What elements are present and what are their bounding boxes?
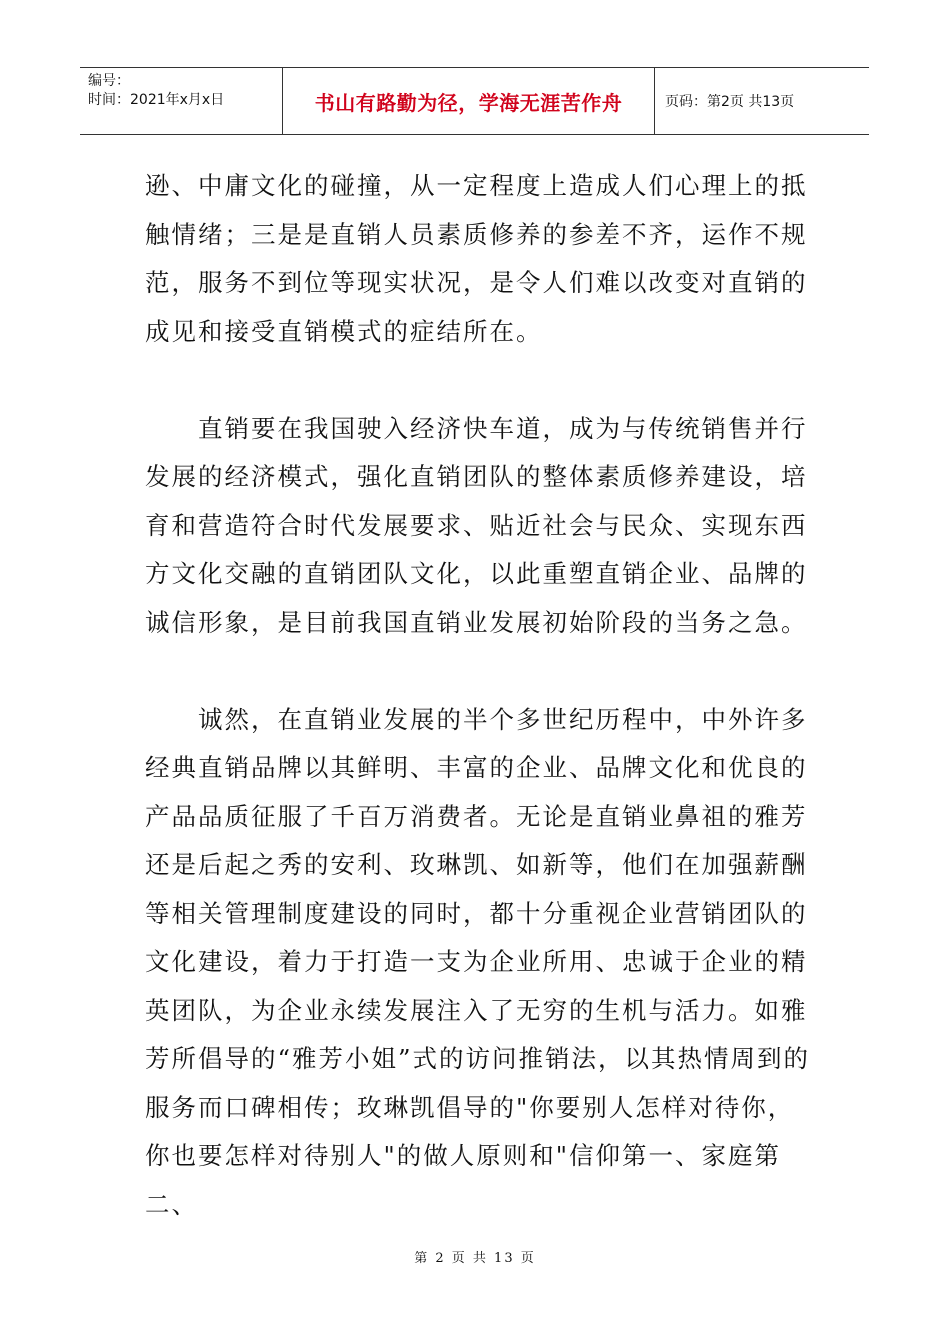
- document-body: [145, 162, 817, 1229]
- page-footer: 第 2 页 共 13 页: [414, 1251, 536, 1266]
- header-page-info: 页码：第2页 共13页: [665, 94, 795, 110]
- paragraph-direct-selling-development: 直销要在我国驶入经济快车道，成为与传统销售并行发展的经济模式，强化直销团队的整体素质修养建设，培育和营造符合时代发展要求、贴近社会与民众、实现东西方文化交融的直销团队文化，以此重塑直销企业、品牌的诚信形象，是目前我国直销业发展初始阶段的当务之急。: [145, 413, 808, 637]
- header-motto: 书山有路勤为径，学海无涯苦作舟: [283, 68, 655, 134]
- document-time-label: 时间：2021年x月x日: [88, 92, 225, 108]
- paragraph-continuation: 逊、中庸文化的碰撞，从一定程度上造成人们心理上的抵触情绪；三是是直销人员素质修养的参差不齐，运作不规范，服务不到位等现实状况，是令人们难以改变对直销的成见和接受直销模式的症结所在。: [145, 171, 808, 346]
- paragraph-brand-culture: 诚然，在直销业发展的半个多世纪历程中，中外许多经典直销品牌以其鲜明、丰富的企业、品牌文化和优良的产品品质征服了千百万消费者。无论是直销业鼻祖的雅芳还是后起之秀的安利、玫琳凯、如新等，他们在加强薪酬等相关管理制度建设的同时，都十分重视企业营销团队的文化建设，着力于打造一支为企业所用、忠诚于企业的精英团队，为企业永续发展注入了无穷的生机与活力。如雅芳所倡导的“雅芳小姐”式的访问推销法，以其热情周到的服务而口碑相传；玫琳凯倡导的"你要别人怎样对待你，你也要怎样对待别人"的做人原则和"信仰第一、家庭第二、: [145, 704, 811, 1219]
- document-number-label: 编号：: [88, 73, 130, 89]
- header-meta: [80, 68, 283, 134]
- page-header: [80, 67, 869, 135]
